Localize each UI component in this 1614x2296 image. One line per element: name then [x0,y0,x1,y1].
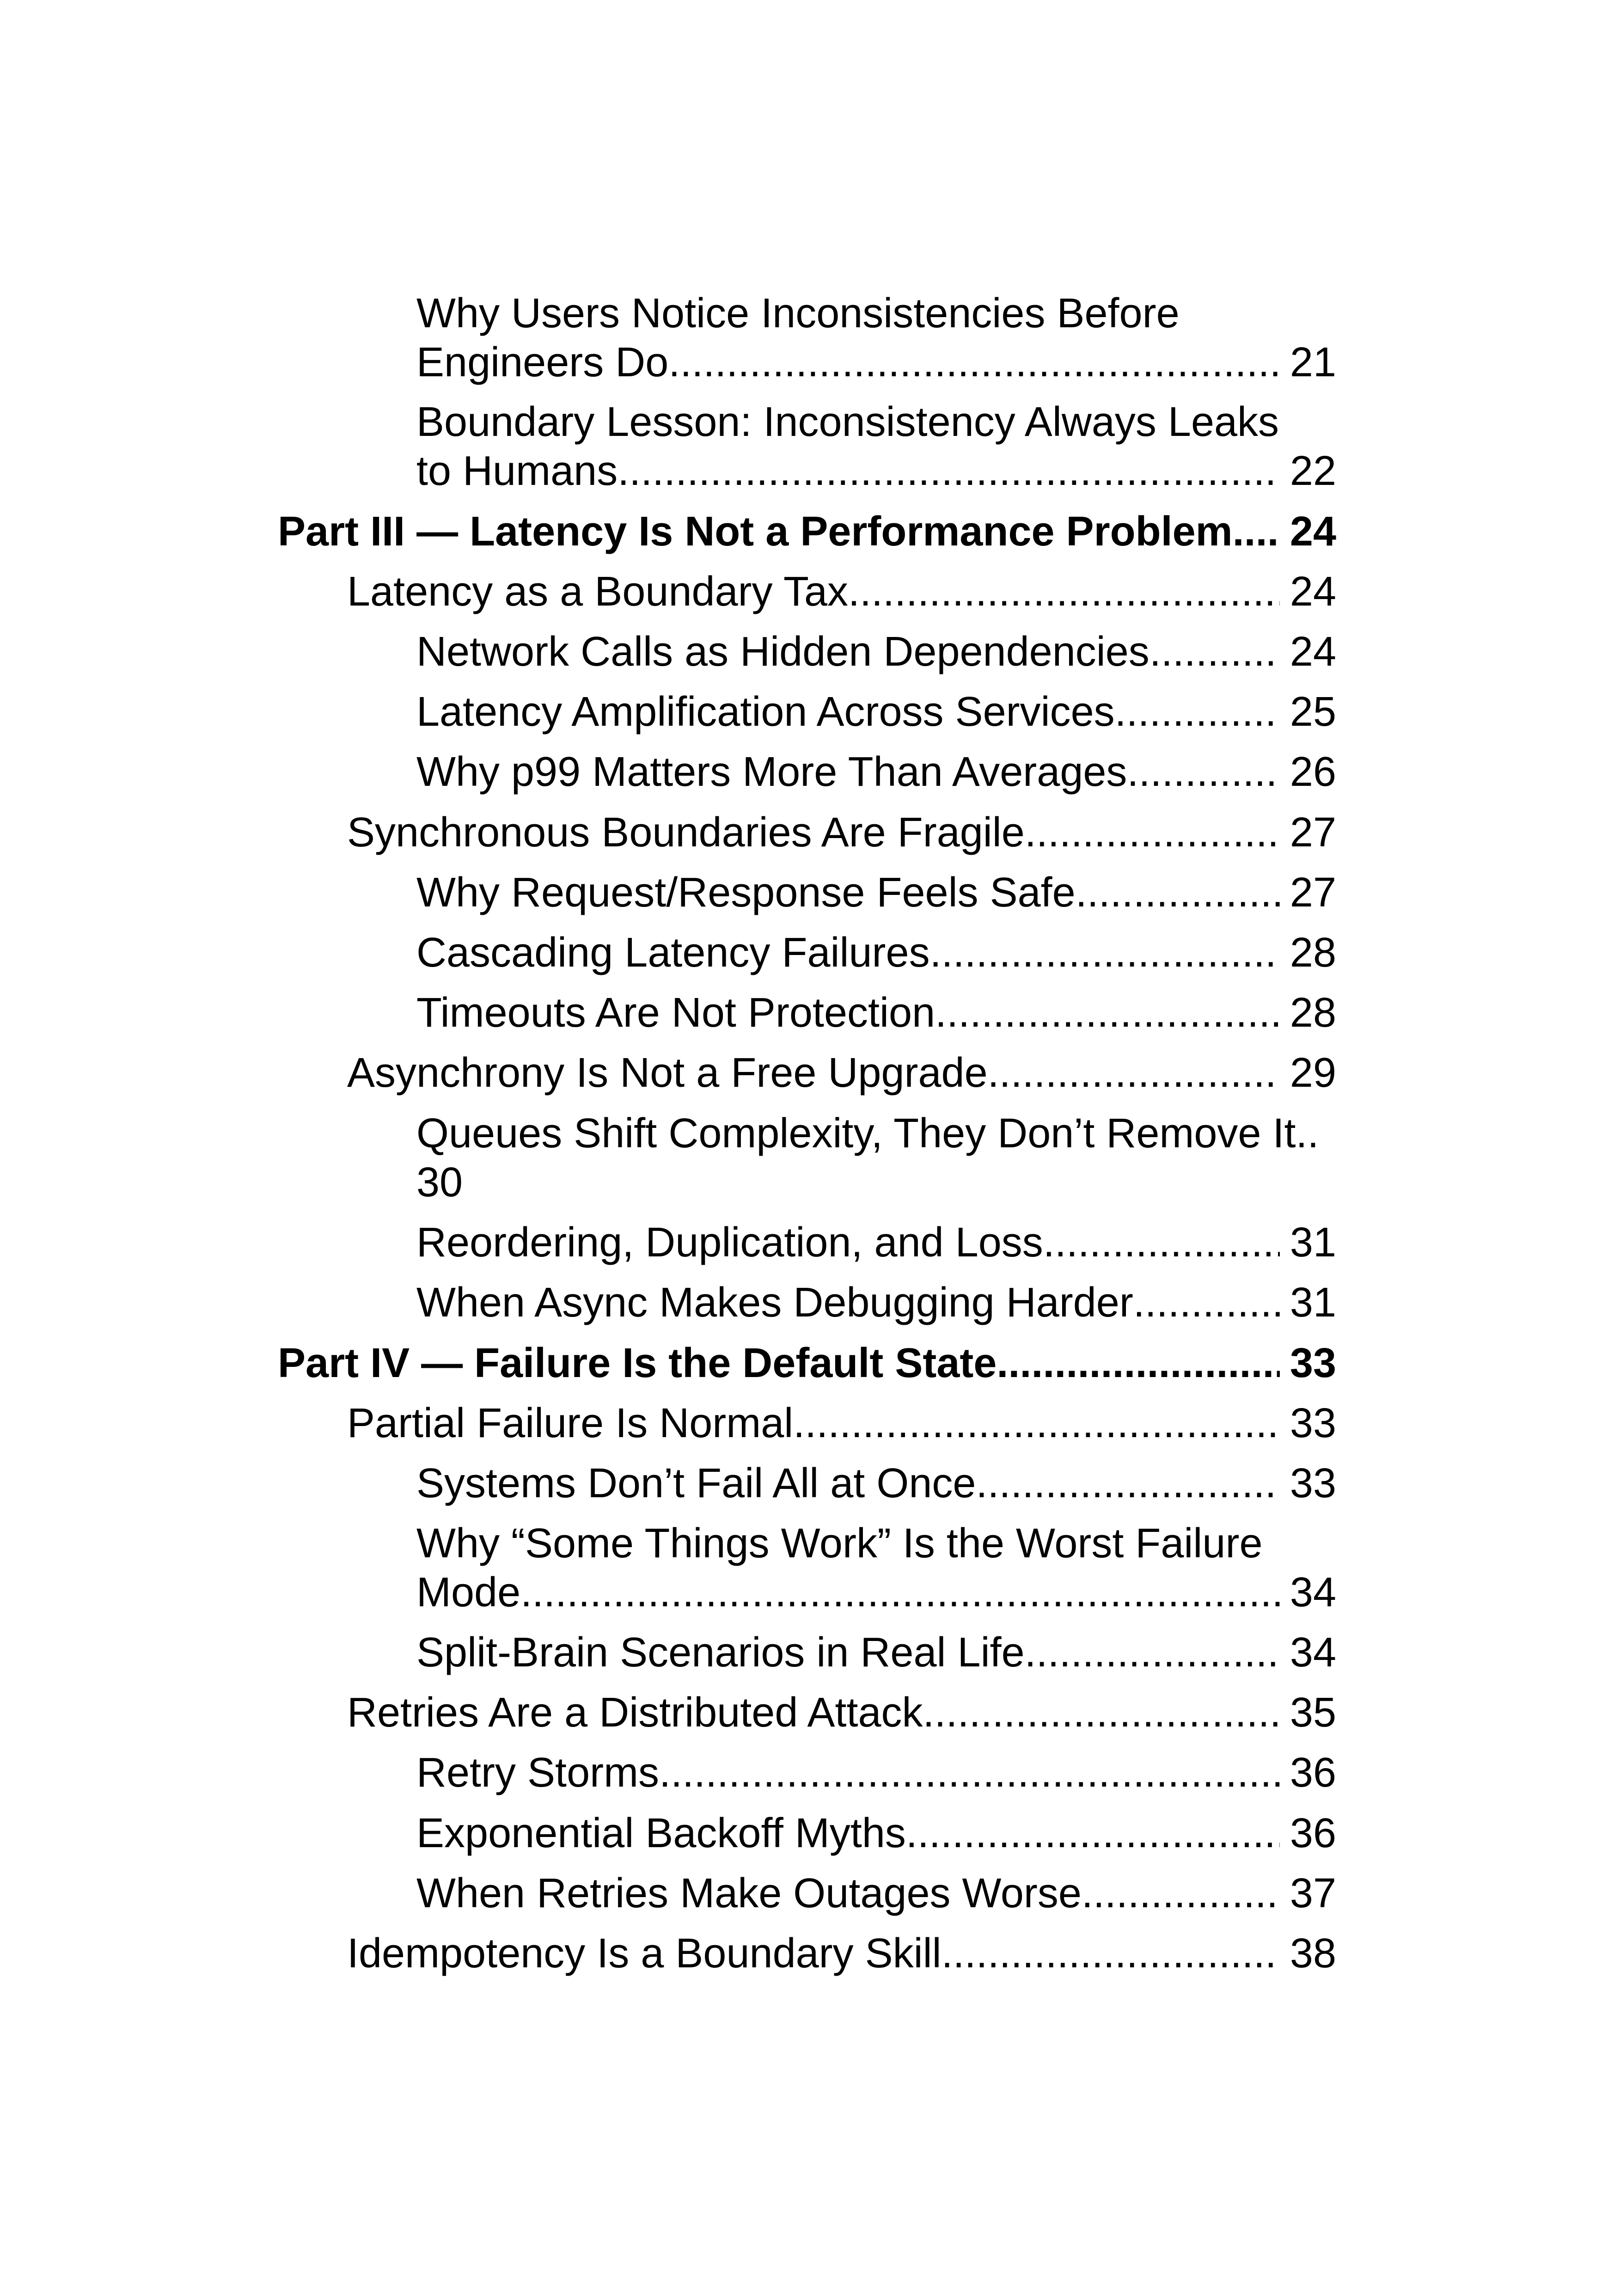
dot-leader [1082,1869,1280,1918]
toc-chapter-entry[interactable] [347,808,1336,857]
toc-page-number: 31 [1290,1280,1336,1326]
toc-entry-line [416,338,1336,387]
toc-entry-title: Queues Shift Complexity, They Don’t Remove It.. [416,1110,1319,1157]
dot-leader [976,1459,1279,1508]
toc-entry-line [416,928,1336,977]
toc-section-entry[interactable] [416,398,1336,496]
dot-leader [1233,507,1280,556]
toc-entry-line [416,1568,1336,1617]
toc-entry-line [416,1869,1336,1918]
toc-entry-line [416,687,1336,736]
toc-entry-line [416,1809,1336,1858]
toc-entry-line [347,567,1336,616]
toc-entry-title-continuation: 30 [416,1159,463,1206]
dot-leader [617,447,1280,496]
toc-entry-title: Asynchrony Is Not a Free Upgrade [347,1050,988,1096]
toc-part-entry[interactable] [278,1339,1336,1388]
toc-page-number: 37 [1290,1870,1336,1916]
dot-leader [1127,747,1279,796]
toc-entry-title: Retries Are a Distributed Attack [347,1690,923,1736]
toc-section-entry[interactable] [416,1628,1336,1677]
toc-section-entry[interactable] [416,747,1336,796]
toc-section-entry[interactable] [416,1869,1336,1918]
toc-chapter-entry[interactable] [347,1399,1336,1448]
toc-entry-line [278,507,1336,556]
toc-entry-line [416,988,1336,1037]
toc-entry-title: When Async Makes Debugging Harder [416,1280,1133,1326]
dot-leader [848,567,1280,616]
dot-leader [1076,868,1280,917]
toc-page-number: 35 [1290,1690,1336,1736]
toc-entry-title: Timeouts Are Not Protection [416,990,935,1036]
toc-section-entry[interactable] [416,1519,1336,1617]
toc-chapter-entry[interactable] [347,1688,1336,1737]
toc-section-entry[interactable] [416,289,1336,387]
toc-entry-title: Reordering, Duplication, and Loss [416,1219,1043,1266]
dot-leader [923,1688,1280,1737]
toc-section-entry[interactable] [416,1459,1336,1508]
toc-section-entry[interactable] [416,988,1336,1037]
toc-entry-title: Network Calls as Hidden Dependencies [416,629,1149,675]
toc-section-entry[interactable] [416,1218,1336,1267]
toc-entry-title: Synchronous Boundaries Are Fragile [347,809,1025,856]
toc-entry-line [416,1218,1336,1267]
toc-entry-line [278,1339,1336,1388]
toc-entry-title: Why “Some Things Work” Is the Worst Failure [416,1520,1263,1567]
toc-section-entry[interactable] [416,627,1336,676]
toc-entry-title: Latency Amplification Across Services [416,689,1115,735]
dot-leader [1133,1278,1280,1327]
toc-entry-line [416,747,1336,796]
toc-entry-title: Why p99 Matters More Than Averages [416,749,1127,795]
toc-chapter-entry[interactable] [347,567,1336,616]
toc-chapter-entry[interactable] [347,1048,1336,1097]
dot-leader [1115,687,1280,736]
dot-leader [930,928,1280,977]
toc-entry-line [416,1158,1336,1207]
toc-entry-line [347,1399,1336,1448]
toc-entry-line [347,1929,1336,1978]
toc-section-entry[interactable] [416,868,1336,917]
dot-leader [997,1339,1279,1388]
toc-page-number: 26 [1290,749,1336,795]
toc-entry-line [347,1048,1336,1097]
toc-page-number: 34 [1290,1569,1336,1616]
toc-entry-title: Part IV — Failure Is the Default State [278,1340,997,1386]
dot-leader [793,1399,1280,1448]
dot-leader [659,1748,1280,1797]
toc-page-number: 33 [1290,1340,1336,1386]
toc-entry-line [347,808,1336,857]
toc-page-number: 24 [1290,569,1336,615]
toc-entry-title: Latency as a Boundary Tax [347,569,849,615]
toc-page-number: 28 [1290,990,1336,1036]
toc-entry-title: Why Request/Response Feels Safe [416,869,1076,916]
toc-page-number: 24 [1290,629,1336,675]
toc-section-entry[interactable] [416,1109,1336,1207]
toc-entry-line [416,1278,1336,1327]
toc-entry-line [347,1688,1336,1737]
toc-entry-title: Split-Brain Scenarios in Real Life [416,1629,1025,1676]
toc-page-number: 34 [1290,1629,1336,1676]
toc-entry-title: Why Users Notice Inconsistencies Before [416,290,1180,337]
dot-leader [1043,1218,1280,1267]
toc-page-number: 31 [1290,1219,1336,1266]
toc-page-number: 25 [1290,689,1336,735]
toc-page-number: 38 [1290,1930,1336,1977]
dot-leader [906,1809,1280,1858]
dot-leader [668,338,1280,387]
toc-page-number: 24 [1290,508,1336,555]
toc-entry-title: Partial Failure Is Normal [347,1400,794,1446]
toc-entry-title: Systems Don’t Fail All at Once [416,1460,976,1506]
toc-entry-title: Part III — Latency Is Not a Performance Problem [278,508,1233,555]
toc-entry-line [416,1459,1336,1508]
dot-leader [520,1568,1280,1617]
toc-section-entry[interactable] [416,928,1336,977]
toc-entry-title: When Retries Make Outages Worse [416,1870,1082,1916]
toc-section-entry[interactable] [416,1278,1336,1327]
toc-page-number: 28 [1290,930,1336,976]
toc-entry-title-continuation: Engineers Do [416,339,669,386]
toc-entry-title: Exponential Backoff Myths [416,1810,906,1856]
dot-leader [1025,1628,1280,1677]
toc-page-number: 22 [1290,448,1336,494]
toc-chapter-entry[interactable] [347,1929,1336,1978]
dot-leader [942,1929,1280,1978]
toc-section-entry[interactable] [416,1809,1336,1858]
toc-entry-title: Boundary Lesson: Inconsistency Always Leaks [416,399,1279,445]
toc-entry-title-continuation: to Humans [416,448,618,494]
toc-entry-title: Retry Storms [416,1750,660,1796]
toc-entry-line [416,868,1336,917]
toc-entry-line [416,1628,1336,1677]
dot-leader [1025,808,1280,857]
toc-page-number: 33 [1290,1400,1336,1446]
toc-page-number: 36 [1290,1810,1336,1856]
dot-leader [1149,627,1280,676]
toc-page-number: 29 [1290,1050,1336,1096]
toc-page-number: 36 [1290,1750,1336,1796]
toc-section-entry[interactable] [416,687,1336,736]
toc-page-number: 27 [1290,809,1336,856]
toc-entry-title-continuation: Mode [416,1569,521,1616]
toc-page-number: 21 [1290,339,1336,386]
toc-entry-title: Cascading Latency Failures [416,930,930,976]
toc-page-number: 27 [1290,869,1336,916]
toc-entry-line [416,627,1336,676]
toc-entry-line [416,1748,1336,1797]
dot-leader [935,988,1280,1037]
toc-entry-title: Idempotency Is a Boundary Skill [347,1930,942,1977]
toc-page-number: 33 [1290,1460,1336,1506]
toc-entry-line [416,447,1336,496]
toc-part-entry[interactable] [278,507,1336,556]
dot-leader [988,1048,1280,1097]
toc-section-entry[interactable] [416,1748,1336,1797]
